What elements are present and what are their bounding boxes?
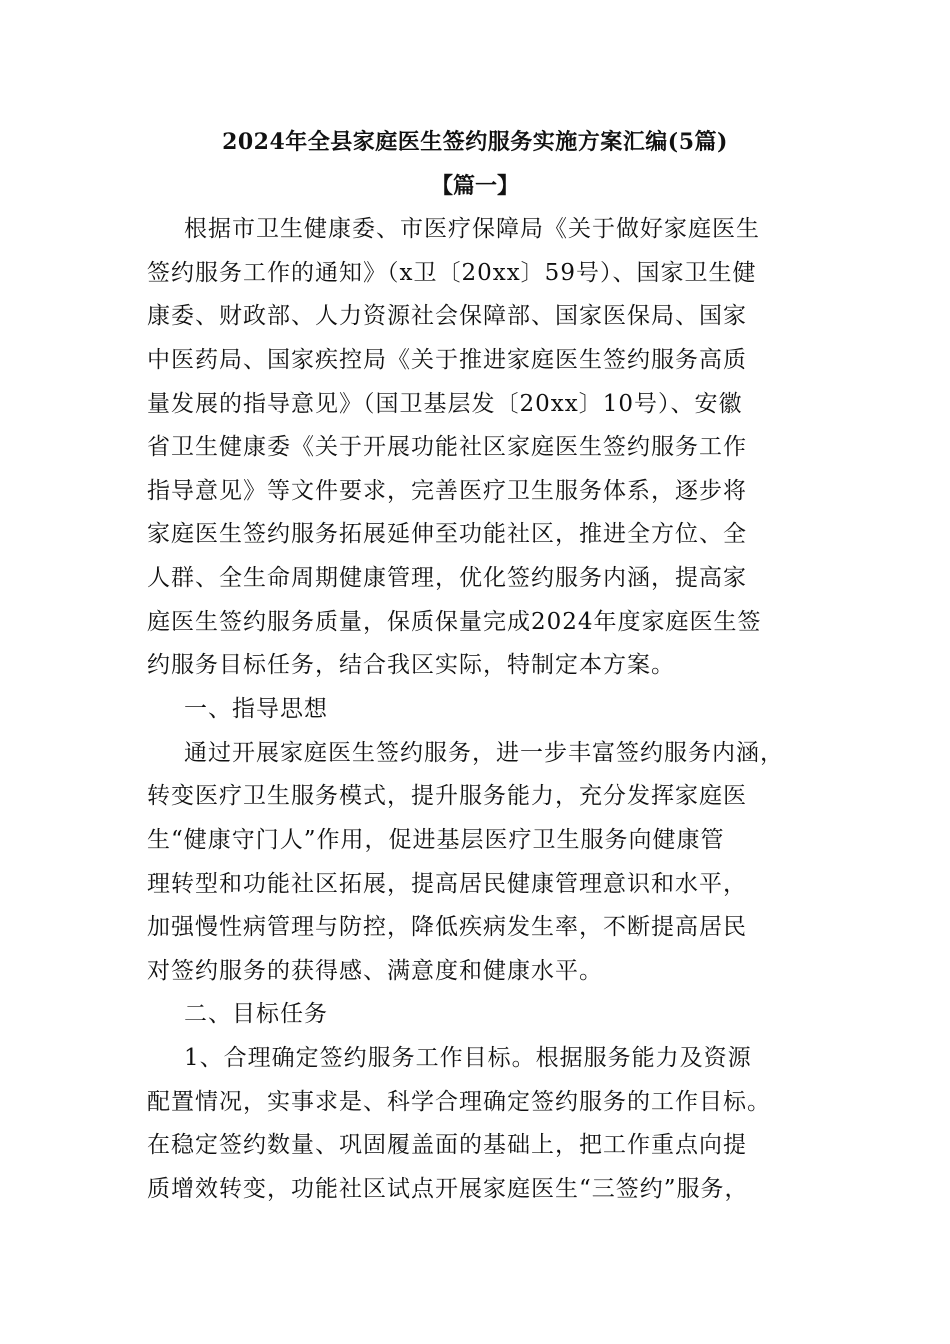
paragraph-line: 人群、全生命周期健康管理，优化签约服务内涵，提高家 (147, 565, 747, 591)
paragraph-line: 理转型和功能社区拓展，提高居民健康管理意识和水平， (147, 871, 747, 897)
document-title: 2024年全县家庭医生签约服务实施方案汇编(5篇) (222, 129, 728, 155)
paragraph-line: 签约服务工作的通知》（x卫〔20xx〕59号）、国家卫生健 (147, 260, 757, 286)
paragraph-line: 家庭医生签约服务拓展延伸至功能社区，推进全方位、全 (147, 521, 747, 547)
paragraph-line: 通过开展家庭医生签约服务，进一步丰富签约服务内涵， (184, 740, 784, 766)
paragraph-line: 对签约服务的获得感、满意度和健康水平。 (147, 958, 603, 984)
paragraph-line: 生“健康守门人”作用，促进基层医疗卫生服务向健康管 (147, 827, 725, 853)
paragraph-line: 配置情况，实事求是、科学合理确定签约服务的工作目标。 (147, 1089, 771, 1115)
paragraph-line: 1、合理确定签约服务工作目标。根据服务能力及资源 (184, 1045, 752, 1071)
paragraph-line: 在稳定签约数量、巩固履盖面的基础上，把工作重点向提 (147, 1132, 747, 1158)
paragraph-line: 量发展的指导意见》（国卫基层发〔20xx〕10号）、安徽 (147, 391, 743, 417)
paragraph-line: 质增效转变，功能社区试点开展家庭医生“三签约”服务， (147, 1176, 749, 1202)
section-heading-guiding-thought: 一、指导思想 (184, 696, 328, 722)
paragraph-line: 加强慢性病管理与防控，降低疾病发生率，不断提高居民 (147, 914, 747, 940)
section-label: 【篇一】 (430, 173, 519, 199)
paragraph-line: 根据市卫生健康委、市医疗保障局《关于做好家庭医生 (184, 216, 760, 242)
paragraph-line: 约服务目标任务，结合我区实际，特制定本方案。 (147, 652, 675, 678)
paragraph-line: 指导意见》等文件要求，完善医疗卫生服务体系，逐步将 (147, 478, 747, 504)
section-heading-goals: 二、目标任务 (184, 1001, 328, 1027)
paragraph-line: 庭医生签约服务质量，保质保量完成2024年度家庭医生签 (147, 609, 762, 635)
paragraph-line: 转变医疗卫生服务模式，提升服务能力，充分发挥家庭医 (147, 783, 747, 809)
paragraph-line: 省卫生健康委《关于开展功能社区家庭医生签约服务工作 (147, 434, 747, 460)
paragraph-line: 中医药局、国家疾控局《关于推进家庭医生签约服务高质 (147, 347, 747, 373)
paragraph-line: 康委、财政部、人力资源社会保障部、国家医保局、国家 (147, 303, 747, 329)
